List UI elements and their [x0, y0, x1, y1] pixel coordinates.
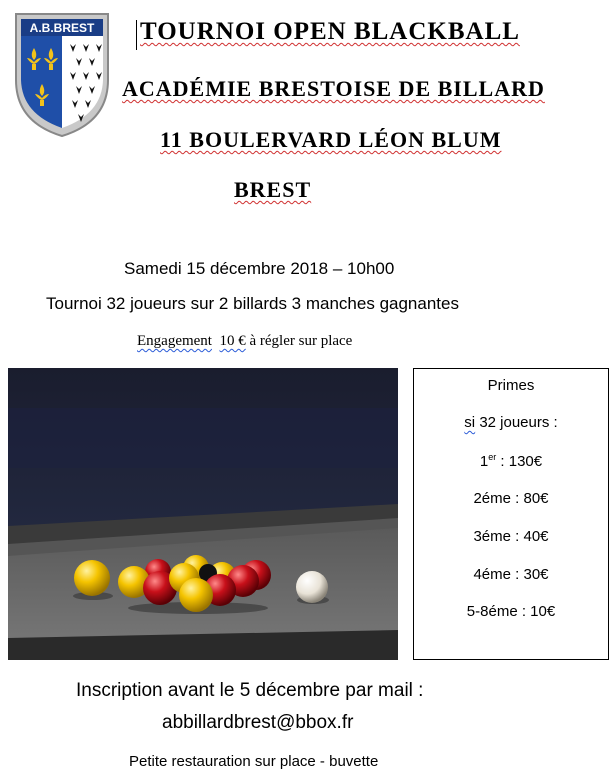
prize-1st — [414, 453, 608, 470]
prizes-condition-si: si — [464, 414, 476, 431]
event-format: Tournoi 32 joueurs sur 2 billards 3 manches gagnantes — [46, 294, 459, 313]
billiard-photo — [8, 368, 398, 660]
prizes-condition — [414, 414, 608, 431]
food-info: Petite restauration sur place - buvette — [129, 753, 379, 770]
title-line-1 — [140, 18, 520, 46]
prize-1st-value: : 130€ — [496, 453, 543, 470]
ball-white — [296, 571, 328, 603]
fee-amount: 10 € — [219, 333, 246, 349]
title-line-4 — [234, 177, 311, 203]
event-date: Samedi 15 décembre 2018 – 10h00 — [124, 259, 395, 278]
address: 11 BOULERVARD LÉON BLUM — [160, 127, 502, 152]
title-line-2 — [122, 76, 545, 102]
entry-fee — [137, 333, 352, 350]
fee-rest: à régler sur place — [249, 333, 353, 349]
club-name: ACADÉMIE BRESTOISE DE BILLARD — [122, 76, 545, 101]
prize-3rd: 3éme : 40€ — [473, 528, 549, 545]
club-logo — [12, 10, 112, 140]
prize-4th: 4éme : 30€ — [473, 566, 549, 583]
ball-yellow — [179, 578, 213, 612]
title-word-tournoi: TOURNOI OPEN BLACKBALL — [140, 18, 520, 45]
city: BREST — [234, 177, 312, 202]
ball-yellow — [74, 560, 110, 596]
logo-text: A.B.BREST — [29, 21, 95, 35]
prize-5-8th: 5-8éme : 10€ — [466, 603, 556, 620]
prize-2nd: 2éme : 80€ — [473, 490, 549, 507]
contact-email[interactable]: abbillardbrest@bbox.fr — [162, 712, 354, 733]
prize-1st-num: 1 — [479, 453, 489, 470]
prizes-box — [413, 368, 609, 660]
prize-1st-sup: er — [488, 452, 497, 462]
prizes-condition-rest: 32 joueurs : — [479, 414, 558, 431]
text-cursor — [136, 20, 137, 50]
inscription-text: Inscription avant le 5 décembre par mail : — [76, 680, 424, 701]
fee-word: Engagement — [137, 333, 212, 349]
prizes-title: Primes — [487, 377, 535, 394]
title-line-3 — [160, 127, 501, 153]
